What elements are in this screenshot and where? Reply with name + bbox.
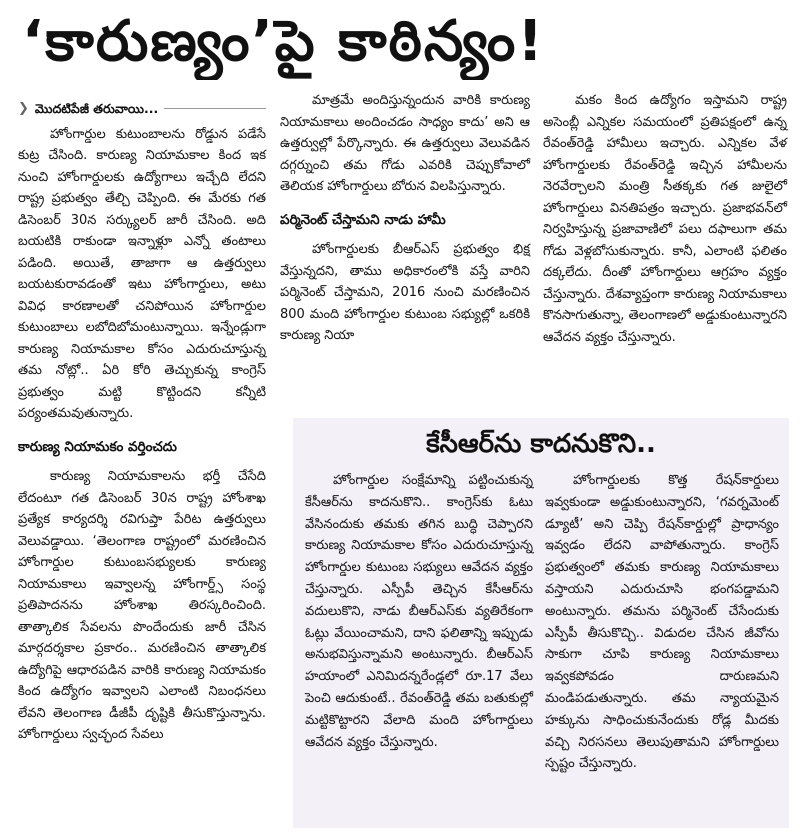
- chevron-right-icon: ❯: [18, 101, 29, 116]
- headline: ‘కారుణ్యం’పై కాఠిన్యం!: [22, 9, 545, 74]
- box-title: కేసీఆర్‌ను కాదనుకొని..: [426, 429, 656, 459]
- article-column-2: [280, 90, 530, 415]
- kicker-divider: [164, 108, 266, 109]
- box-paragraph-1: హోంగార్డుల సంక్షేమాన్ని పట్టించుకున్న కేసీఆర్‌ను కాదనుకొని.. కాంగ్రెస్‌కు ఓటు వేసినందుకు తమకు తగిన బుద్ధి చెప్పారని కారుణ్య నియామకాల కోసం ఎదురుచూస్తున్న హోంగార్డుల కుటుంబ సభ్యులు ఆవేదన వ్యక్తం చేస్తున్నారు. ఎస్పీపీ తెచ్చిన కేసీఆర్‌ను వదులుకొని, నాడు బీఆర్ఎస్‌కు వ్యతిరేకంగా ఓట్లు వేయించామని, దాని ఫలితాన్ని ఇప్పుడు అనుభవిస్తున్నామని అంటున్నారు. బీఆర్ఎస్ హయాంలో ఎనిమిదన్నరేండ్లలో రూ.17 వేలు పెంచి ఆదుకుంటే.. రేవంత్‌రెడ్డి తమ బతుకుల్లో మట్టికొట్టారని వేలాది మంది హోంగార్డులు ఆవేదన వ్యక్తం చేస్తున్నారు.: [305, 473, 533, 750]
- sidebar-box: [293, 418, 789, 828]
- col1-paragraph-1: హోంగార్డుల కుటుంబాలను రోడ్డున పడేసే కుట్ర చేసింది. కారుణ్య నియామకాల కింద ఇక నుంచి హోంగార్డులకు ఉద్యోగాలు ఇచ్చేది లేదని రాష్ట్ర ప్రభుత్వం తేల్చి చెప్పింది. ఈ మేరకు గత డిసెంబర్ 30న సర్క్యులర్ జారీ చేసింది. అది బయటికి రాకుండా ఇన్నాళ్లూ ఎన్నో తంటాలు పడింది. అయితే, తాజాగా ఆ ఉత్తర్వులు బయటకురావడంతో ఇటు హోంగార్డులు, అటు వివిధ కారణాలతో చనిపోయిన హోంగార్డుల కుటుంబాలు లబోదిబోమంటున్నాయి. ఇన్నేండ్లుగా కారుణ్య నియామకాల కోసం ఎదురుచూస్తున్న తమ నోట్లో.. ఏరి కోరి తెచ్చుకున్న కాంగ్రెస్ ప్రభుత్వం మట్టి కొట్టిందని కన్నీటి పర్యంతమవుతున్నారు.: [18, 126, 266, 421]
- col2-paragraph-1: మాత్రమే అందిస్తున్నందున వారికి కారుణ్య నియామకాలు అందించడం సాధ్యం కాదు’ అని ఆ ఉత్తర్వుల్లో పేర్కొన్నారు. ఈ ఉత్తర్వులు వెలువడిన దగ్గర్నుంచి తమ గోడు ఎవరికి చెప్పుకోవాలో తెలియక హోంగార్డులు బోరున విలపిస్తున్నారు.: [280, 93, 530, 194]
- article-column-3: [543, 90, 787, 410]
- box-column-2: [545, 470, 779, 822]
- subhead-compassionate-appointment: కారుణ్య నియామకం వర్తించదు: [18, 438, 177, 455]
- col1-paragraph-2: కారుణ్య నియామకాలను భర్తీ చేసేది లేదంటూ గత డిసెంబర్ 30న రాష్ట్ర హోంశాఖ ప్రత్యేక కార్యదర్శి రవిగుప్తా పేరిట ఉత్తర్వులు వెలువడ్డాయి. ‘తెలంగాణ రాష్ట్రంలో మరణించిన హోంగార్డుల కుటుంబసభ్యులకు కారుణ్య నియామకాలు ఇవ్వాలన్న హోంగార్డ్స్ సంస్థ ప్రతిపాదనను హోంశాఖ తిరస్కరించింది. తాత్కాలిక సేవలను పొందేందుకు జారీ చేసిన మార్గదర్శకాల ప్రకారం.. మరణించిన తాత్కాలిక ఉద్యోగిపై ఆధారపడిన వారికి కారుణ్య నియామకం కింద ఉద్యోగం ఇవ్వాలని ఎలాంటి నిబంధనలు లేవని తెలంగాణ డీజీపీ దృష్టికి తీసుకొస్తున్నాను. హోంగార్డులు స్వచ్ఛంద సేవలు: [18, 469, 266, 742]
- kicker-label: మొదటిపేజీ తరువాయి...: [34, 101, 159, 116]
- col3-paragraph-1: మకం కింద ఉద్యోగం ఇస్తామని రాష్ట్ర అసెంబ్లీ ఎన్నికల సమయంలో ప్రతిపక్షంలో ఉన్న రేవంత్‌రెడ్డి హామీలు ఇచ్చారు. ఎన్నికల వేళ హోంగార్డులకు రేవంత్‌రెడ్డి ఇచ్చిన హామీలను నెరవేర్చాలని మంత్రి సీతక్కకు గత జులైలో హోంగార్డులు వినతిపత్రం ఇచ్చారు. ప్రజాభవన్‌లో నిర్వహిస్తున్న ప్రజావాణిలో పలు దఫాలుగా తమ గోడు వెళ్లబోసుకున్నారు. కానీ, ఎలాంటి ఫలితం దక్కలేదు. దీంతో హోంగార్డులు ఆగ్రహం వ్యక్తం చేస్తున్నారు. దేశవ్యాప్తంగా కారుణ్య నియామకాలు కొనసాగుతున్నా, తెలంగాణలో అడ్డుకుంటున్నారని ఆవేదన వ్యక్తం చేస్తున్నారు.: [543, 93, 787, 345]
- box-column-1: [305, 470, 533, 822]
- box-paragraph-2: హోంగార్డులకు కొత్త రేషన్‌కార్డులు ఇవ్వకుండా అడ్డుకుంటున్నారని, ‘గవర్నమెంట్ డ్యూటీ’ అని చెప్పి రేషన్‌కార్డుల్లో ప్రాధాన్యం ఇవ్వడం లేదని వాపోతున్నారు. కాంగ్రెస్ ప్రభుత్వంలో తమకు కారుణ్య నియామకాలు వస్తాయని ఎదురుచూసి భంగపడ్డామని అంటున్నారు. తమను పర్మినెంట్ చేసేందుకు ఎస్పీపీ తీసుకొచ్చి.. విడుదల చేసిన జీవోను సాకుగా చూపి కారుణ్య నియామకాలు ఇవ్వకపోవడం దారుణమని మండిపడుతున్నారు. తమ న్యాయమైన హక్కును సాధించుకునేందుకు రోడ్ల మీదకు వచ్చి నిరసనలు తెలుపుతామని హోంగార్డులు స్పష్టం చేస్తున్నారు.: [545, 473, 779, 772]
- continuation-kicker: [18, 98, 266, 120]
- article-column-1: [18, 98, 266, 828]
- col2-paragraph-2: హోంగార్డులకు బీఆర్ఎస్ ప్రభుత్వం భిక్ష వేస్తున్నదని, తాము అధికారంలోకి వస్తే వారిని పర్మినెంట్ చేస్తామని, 2016 నుంచి మరణించిన 800 మంది హోంగార్డుల కుటుంబ సభ్యుల్లో ఒకరికి కారుణ్య నియా: [280, 242, 530, 343]
- subhead-permanent-promise: పర్మినెంట్ చేస్తామని నాడు హామీ: [280, 211, 446, 228]
